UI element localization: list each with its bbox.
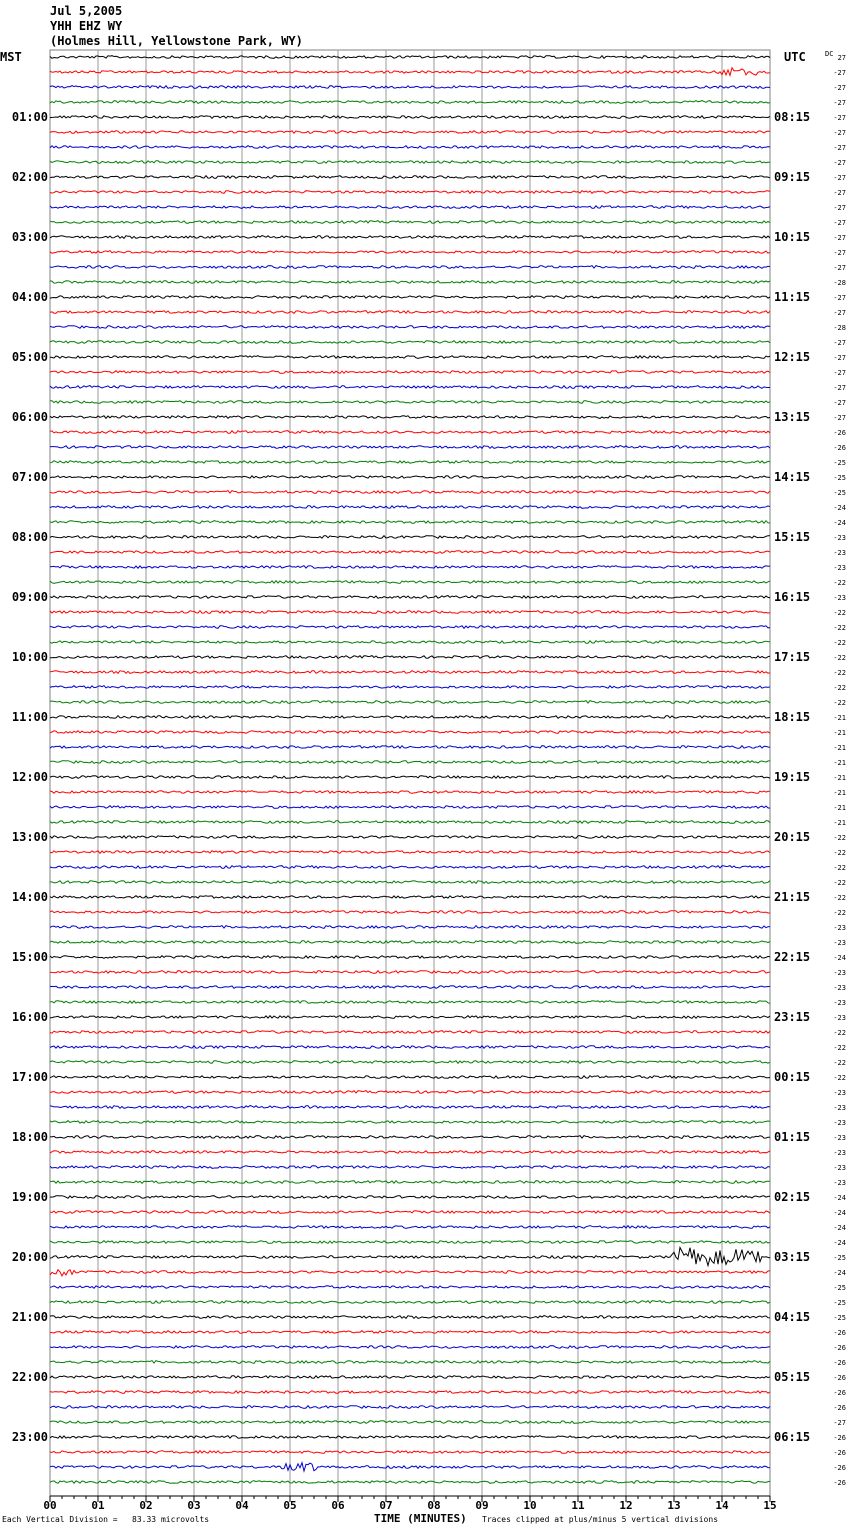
trace-line bbox=[50, 806, 770, 809]
trace-line bbox=[50, 236, 770, 239]
trace-line bbox=[50, 326, 770, 329]
right-time-label: 15:15 bbox=[774, 530, 811, 544]
right-time-label: 03:15 bbox=[774, 1250, 811, 1264]
dc-offset-label: -22 bbox=[833, 909, 846, 917]
trace-rows bbox=[50, 56, 770, 1484]
dc-offset-label: -26 bbox=[833, 1389, 846, 1397]
trace-line bbox=[50, 461, 770, 464]
scale-note: Each Vertical Division = 83.33 microvolts bbox=[2, 1515, 210, 1524]
dc-offset-label: -24 bbox=[833, 1194, 846, 1202]
trace-line bbox=[50, 941, 770, 944]
trace-line bbox=[50, 1181, 770, 1184]
dc-offset-label: -27 bbox=[833, 174, 846, 182]
trace-line bbox=[50, 131, 770, 134]
dc-offset-label: -27 bbox=[833, 264, 846, 272]
left-time-label: 12:00 bbox=[11, 770, 48, 784]
trace-line bbox=[50, 101, 770, 104]
trace-line bbox=[50, 1346, 770, 1349]
trace-line bbox=[50, 371, 770, 374]
trace-line bbox=[50, 851, 770, 854]
dc-offset-label: -23 bbox=[833, 1014, 846, 1022]
dc-offset-label: -27 bbox=[833, 144, 846, 152]
trace-line bbox=[50, 836, 770, 839]
trace-line bbox=[50, 56, 770, 59]
dc-offset-label: -23 bbox=[833, 564, 846, 572]
dc-offset-label: -25 bbox=[833, 489, 846, 497]
dc-offset-label: -25 bbox=[833, 1299, 846, 1307]
trace-line bbox=[50, 1211, 770, 1214]
trace-line bbox=[50, 311, 770, 314]
x-tick-label: 07 bbox=[379, 1499, 393, 1512]
trace-line bbox=[50, 341, 770, 344]
right-time-labels bbox=[774, 110, 810, 1444]
trace-line bbox=[50, 1046, 770, 1049]
dc-offset-label: -21 bbox=[833, 804, 846, 812]
dc-offset-label: -24 bbox=[833, 1269, 846, 1277]
left-time-label: 23:00 bbox=[11, 1430, 48, 1444]
trace-line bbox=[50, 221, 770, 224]
dc-offset-header: DC bbox=[825, 50, 834, 58]
right-time-label: 16:15 bbox=[774, 590, 811, 604]
right-time-label: 12:15 bbox=[774, 350, 811, 364]
dc-offset-label: -27 bbox=[833, 84, 846, 92]
trace-line bbox=[50, 956, 770, 959]
trace-line bbox=[50, 161, 770, 164]
dc-offset-label: -23 bbox=[833, 534, 846, 542]
left-time-label: 09:00 bbox=[11, 590, 48, 604]
dc-offset-label: -24 bbox=[833, 1239, 846, 1247]
dc-offset-label: -26 bbox=[833, 1449, 846, 1457]
x-tick-label: 05 bbox=[283, 1499, 297, 1512]
dc-offset-label: -21 bbox=[833, 774, 846, 782]
dc-offset-label: -26 bbox=[833, 1434, 846, 1442]
station-location: (Holmes Hill, Yellowstone Park, WY) bbox=[50, 34, 303, 48]
dc-offset-label: -22 bbox=[833, 1074, 846, 1082]
dc-offset-label: -25 bbox=[833, 1254, 846, 1262]
station-code: YHH EHZ WY bbox=[50, 19, 123, 33]
trace-line bbox=[50, 641, 770, 644]
trace-line bbox=[50, 716, 770, 719]
trace-line bbox=[50, 1421, 770, 1424]
trace-line bbox=[50, 1331, 770, 1334]
right-time-label: 18:15 bbox=[774, 710, 811, 724]
dc-offset-label: -27 bbox=[833, 414, 846, 422]
x-tick-label: 02 bbox=[139, 1499, 153, 1512]
dc-offset-label: -24 bbox=[833, 1209, 846, 1217]
dc-offset-label: -22 bbox=[833, 684, 846, 692]
dc-offset-label: -22 bbox=[833, 879, 846, 887]
dc-offset-label: -27 bbox=[833, 249, 846, 257]
x-tick-label: 06 bbox=[331, 1499, 345, 1512]
trace-line bbox=[50, 656, 770, 659]
dc-offset-label: -23 bbox=[833, 1089, 846, 1097]
trace-line bbox=[50, 1301, 770, 1304]
dc-offset-label: -26 bbox=[833, 1344, 846, 1352]
dc-offset-label: -21 bbox=[833, 729, 846, 737]
dc-offset-label: -25 bbox=[833, 1284, 846, 1292]
trace-line bbox=[50, 446, 770, 449]
dc-offset-label: -23 bbox=[833, 969, 846, 977]
dc-offset-label: -23 bbox=[833, 1134, 846, 1142]
trace-line bbox=[50, 86, 770, 89]
x-axis bbox=[43, 1496, 776, 1512]
trace-line bbox=[50, 791, 770, 794]
dc-offset-label: -23 bbox=[833, 1179, 846, 1187]
trace-line bbox=[50, 1376, 770, 1379]
dc-offset-label: -26 bbox=[833, 1374, 846, 1382]
trace-line bbox=[50, 68, 770, 76]
dc-offset-label: -27 bbox=[833, 129, 846, 137]
trace-line bbox=[50, 611, 770, 614]
trace-line bbox=[50, 701, 770, 704]
dc-offset-labels bbox=[833, 54, 846, 1487]
trace-line bbox=[50, 206, 770, 209]
trace-line bbox=[50, 551, 770, 554]
dc-offset-label: -23 bbox=[833, 984, 846, 992]
x-tick-label: 10 bbox=[523, 1499, 537, 1512]
trace-line bbox=[50, 596, 770, 599]
x-tick-label: 14 bbox=[715, 1499, 729, 1512]
dc-offset-label: -27 bbox=[833, 384, 846, 392]
left-time-label: 13:00 bbox=[11, 830, 48, 844]
trace-line bbox=[50, 926, 770, 929]
right-time-label: 23:15 bbox=[774, 1010, 811, 1024]
dc-offset-label: -24 bbox=[833, 954, 846, 962]
right-time-label: 01:15 bbox=[774, 1130, 811, 1144]
trace-line bbox=[50, 1076, 770, 1079]
trace-line bbox=[50, 1391, 770, 1394]
right-time-label: 04:15 bbox=[774, 1310, 811, 1324]
x-tick-label: 09 bbox=[475, 1499, 489, 1512]
right-time-label: 02:15 bbox=[774, 1190, 811, 1204]
trace-line bbox=[50, 896, 770, 899]
trace-line bbox=[50, 866, 770, 869]
left-time-label: 14:00 bbox=[11, 890, 48, 904]
dc-offset-label: -27 bbox=[833, 114, 846, 122]
x-tick-label: 11 bbox=[571, 1499, 585, 1512]
x-tick-label: 12 bbox=[619, 1499, 633, 1512]
right-time-label: 14:15 bbox=[774, 470, 811, 484]
trace-line bbox=[50, 1270, 770, 1276]
trace-line bbox=[50, 821, 770, 824]
dc-offset-label: -27 bbox=[833, 69, 846, 77]
trace-line bbox=[50, 146, 770, 149]
dc-offset-label: -22 bbox=[833, 579, 846, 587]
dc-offset-label: -21 bbox=[833, 759, 846, 767]
trace-line bbox=[50, 1001, 770, 1004]
trace-line bbox=[50, 431, 770, 434]
dc-offset-label: -27 bbox=[833, 189, 846, 197]
dc-offset-label: -26 bbox=[833, 444, 846, 452]
trace-line bbox=[50, 971, 770, 974]
dc-offset-label: -23 bbox=[833, 1104, 846, 1112]
dc-offset-label: -28 bbox=[833, 279, 846, 287]
dc-offset-label: -24 bbox=[833, 1224, 846, 1232]
trace-line bbox=[50, 1226, 770, 1229]
dc-offset-label: -21 bbox=[833, 744, 846, 752]
dc-offset-label: -22 bbox=[833, 894, 846, 902]
trace-line bbox=[50, 1061, 770, 1064]
left-time-label: 08:00 bbox=[11, 530, 48, 544]
dc-offset-label: -25 bbox=[833, 1314, 846, 1322]
left-time-label: 21:00 bbox=[11, 1310, 48, 1324]
dc-offset-label: -27 bbox=[833, 204, 846, 212]
dc-offset-label: -27 bbox=[833, 159, 846, 167]
trace-line bbox=[50, 731, 770, 734]
trace-line bbox=[50, 491, 770, 494]
x-tick-label: 00 bbox=[43, 1499, 57, 1512]
dc-offset-label: -27 bbox=[833, 99, 846, 107]
trace-line bbox=[50, 1106, 770, 1109]
trace-line bbox=[50, 281, 770, 284]
dc-offset-label: -27 bbox=[833, 399, 846, 407]
trace-line bbox=[50, 1031, 770, 1034]
trace-line bbox=[50, 1151, 770, 1154]
x-tick-label: 15 bbox=[763, 1499, 777, 1512]
trace-line bbox=[50, 356, 770, 359]
right-time-label: 17:15 bbox=[774, 650, 811, 664]
trace-line bbox=[50, 671, 770, 674]
left-time-label: 18:00 bbox=[11, 1130, 48, 1144]
trace-line bbox=[50, 911, 770, 914]
dc-offset-label: -27 bbox=[833, 234, 846, 242]
trace-line bbox=[50, 116, 770, 119]
trace-line bbox=[50, 266, 770, 269]
trace-line bbox=[50, 386, 770, 389]
trace-line bbox=[50, 1121, 770, 1124]
dc-offset-label: -25 bbox=[833, 459, 846, 467]
left-time-label: 20:00 bbox=[11, 1250, 48, 1264]
right-time-label: 11:15 bbox=[774, 290, 811, 304]
dc-offset-label: -27 bbox=[833, 309, 846, 317]
trace-line bbox=[50, 1136, 770, 1139]
left-time-label: 03:00 bbox=[11, 230, 48, 244]
clip-note: Traces clipped at plus/minus 5 vertical divisions bbox=[482, 1515, 719, 1524]
dc-offset-label: -26 bbox=[833, 1464, 846, 1472]
left-time-label: 16:00 bbox=[11, 1010, 48, 1024]
dc-offset-label: -23 bbox=[833, 1164, 846, 1172]
right-time-label: 21:15 bbox=[774, 890, 811, 904]
trace-line bbox=[50, 686, 770, 689]
trace-line bbox=[50, 521, 770, 524]
dc-offset-label: -26 bbox=[833, 1329, 846, 1337]
dc-offset-label: -23 bbox=[833, 999, 846, 1007]
trace-line bbox=[50, 506, 770, 509]
left-time-label: 19:00 bbox=[11, 1190, 48, 1204]
dc-offset-label: -22 bbox=[833, 669, 846, 677]
right-time-label: 08:15 bbox=[774, 110, 811, 124]
dc-offset-label: -22 bbox=[833, 1059, 846, 1067]
x-tick-label: 04 bbox=[235, 1499, 249, 1512]
dc-offset-label: -23 bbox=[833, 549, 846, 557]
right-time-label: 13:15 bbox=[774, 410, 811, 424]
trace-line bbox=[50, 1196, 770, 1199]
trace-line bbox=[50, 626, 770, 629]
trace-line bbox=[50, 416, 770, 419]
dc-offset-label: -22 bbox=[833, 654, 846, 662]
right-time-label: 09:15 bbox=[774, 170, 811, 184]
right-time-label: 00:15 bbox=[774, 1070, 811, 1084]
dc-offset-label: -27 bbox=[833, 339, 846, 347]
x-tick-label: 13 bbox=[667, 1499, 681, 1512]
trace-line bbox=[50, 746, 770, 749]
dc-offset-label: 27 bbox=[837, 54, 846, 62]
left-time-label: 07:00 bbox=[11, 470, 48, 484]
dc-offset-label: -21 bbox=[833, 714, 846, 722]
dc-offset-label: -23 bbox=[833, 1149, 846, 1157]
dc-offset-label: -24 bbox=[833, 504, 846, 512]
dc-offset-label: -27 bbox=[833, 354, 846, 362]
right-time-label: 19:15 bbox=[774, 770, 811, 784]
trace-line bbox=[50, 1481, 770, 1484]
dc-offset-label: -22 bbox=[833, 699, 846, 707]
dc-offset-label: -22 bbox=[833, 849, 846, 857]
right-time-label: 06:15 bbox=[774, 1430, 811, 1444]
dc-offset-label: -23 bbox=[833, 939, 846, 947]
left-time-label: 06:00 bbox=[11, 410, 48, 424]
dc-offset-label: -26 bbox=[833, 1479, 846, 1487]
left-time-label: 22:00 bbox=[11, 1370, 48, 1384]
left-time-label: 11:00 bbox=[11, 710, 48, 724]
dc-offset-label: -23 bbox=[833, 1119, 846, 1127]
dc-offset-label: -21 bbox=[833, 819, 846, 827]
x-tick-label: 08 bbox=[427, 1499, 441, 1512]
trace-line bbox=[50, 1451, 770, 1454]
dc-offset-label: -21 bbox=[833, 789, 846, 797]
trace-line bbox=[50, 1241, 770, 1244]
dc-offset-label: -22 bbox=[833, 834, 846, 842]
x-tick-label: 01 bbox=[91, 1499, 105, 1512]
dc-offset-label: -27 bbox=[833, 219, 846, 227]
trace-line bbox=[50, 566, 770, 569]
left-time-label: 02:00 bbox=[11, 170, 48, 184]
trace-line bbox=[50, 1166, 770, 1169]
right-time-label: 20:15 bbox=[774, 830, 811, 844]
trace-line bbox=[50, 581, 770, 584]
trace-line bbox=[50, 536, 770, 539]
dc-offset-label: -22 bbox=[833, 609, 846, 617]
trace-line bbox=[50, 176, 770, 179]
dc-offset-label: -26 bbox=[833, 429, 846, 437]
dc-offset-label: -22 bbox=[833, 864, 846, 872]
dc-offset-label: -23 bbox=[833, 924, 846, 932]
dc-offset-label: -22 bbox=[833, 1029, 846, 1037]
trace-line bbox=[50, 191, 770, 194]
trace-line bbox=[50, 401, 770, 404]
left-time-label: 01:00 bbox=[11, 110, 48, 124]
trace-line bbox=[50, 1361, 770, 1364]
dc-offset-label: -22 bbox=[833, 624, 846, 632]
trace-line bbox=[50, 761, 770, 764]
trace-line bbox=[50, 1091, 770, 1094]
trace-line bbox=[50, 1463, 770, 1471]
trace-line bbox=[50, 476, 770, 479]
trace-line bbox=[50, 1248, 770, 1266]
trace-line bbox=[50, 1436, 770, 1439]
left-time-label: 17:00 bbox=[11, 1070, 48, 1084]
trace-line bbox=[50, 776, 770, 779]
left-time-labels bbox=[12, 110, 48, 1444]
dc-offset-label: -24 bbox=[833, 519, 846, 527]
left-time-label: 05:00 bbox=[11, 350, 48, 364]
dc-offset-label: -28 bbox=[833, 324, 846, 332]
dc-offset-label: -27 bbox=[833, 294, 846, 302]
right-timezone-label: UTC bbox=[784, 50, 806, 64]
dc-offset-label: -26 bbox=[833, 1404, 846, 1412]
chart-date: Jul 5,2005 bbox=[50, 4, 123, 18]
left-time-label: 04:00 bbox=[11, 290, 48, 304]
trace-line bbox=[50, 1286, 770, 1289]
dc-offset-label: -25 bbox=[833, 474, 846, 482]
trace-line bbox=[50, 1016, 770, 1019]
left-timezone-label: MST bbox=[0, 50, 22, 64]
dc-offset-label: -27 bbox=[833, 1419, 846, 1427]
right-time-label: 05:15 bbox=[774, 1370, 811, 1384]
trace-line bbox=[50, 251, 770, 254]
dc-offset-label: -26 bbox=[833, 1359, 846, 1367]
left-time-label: 15:00 bbox=[11, 950, 48, 964]
right-time-label: 10:15 bbox=[774, 230, 811, 244]
trace-line bbox=[50, 1406, 770, 1409]
trace-line bbox=[50, 881, 770, 884]
trace-line bbox=[50, 1316, 770, 1319]
dc-offset-label: -23 bbox=[833, 594, 846, 602]
x-axis-title: TIME (MINUTES) bbox=[374, 1512, 467, 1525]
x-tick-label: 03 bbox=[187, 1499, 201, 1512]
dc-offset-label: -27 bbox=[833, 369, 846, 377]
dc-offset-label: -22 bbox=[833, 1044, 846, 1052]
dc-offset-label: -22 bbox=[833, 639, 846, 647]
left-time-label: 10:00 bbox=[11, 650, 48, 664]
trace-line bbox=[50, 296, 770, 299]
trace-line bbox=[50, 986, 770, 989]
right-time-label: 22:15 bbox=[774, 950, 811, 964]
